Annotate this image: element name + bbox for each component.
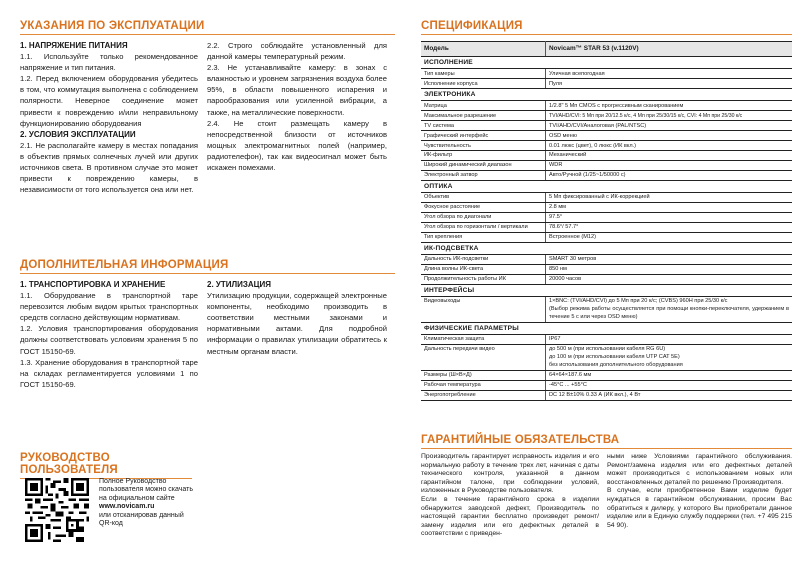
conditions-p2: 2.2. Строго соблюдайте установленный для данной камеры температурный режим.	[207, 41, 387, 62]
warranty-right-p1: ными ниже Условиями гарантийного обслуживания. Ремонт/замена изделия или его дефектных деталей может производиться с использованием новых или восстановленных деталей по решению Производителя.	[607, 453, 792, 486]
spec-value: OSD меню	[546, 130, 793, 140]
spec-value: TVI/AHD/CVI: 5 Мп при 20/12.5 к/с, 4 Мп при 25/30/15 к/с, CVI: 4 Мп при 25/30 к/с	[546, 110, 793, 120]
transport-heading: 1. ТРАНСПОРТИРОВКА И ХРАНЕНИЕ	[20, 280, 166, 289]
spec-key: Модель	[421, 42, 546, 57]
spec-table	[421, 41, 792, 401]
spec-row	[421, 296, 792, 322]
spec-row	[421, 212, 792, 222]
spec-row	[421, 232, 792, 242]
spec-value: WDR	[546, 160, 793, 170]
spec-key: Климатическая защита	[421, 334, 546, 344]
spec-row	[421, 150, 792, 160]
spec-value: 2.8 мм	[546, 202, 793, 212]
spec-key: Тип крепления	[421, 232, 546, 242]
spec-group: ИК-ПОДСВЕТКА	[421, 242, 792, 254]
spec-row	[421, 120, 792, 130]
transport-p1: 1.1. Оборудование в транспортной таре перевозится любым видом крытых транспортных средств согласно действующим нормативам.	[20, 291, 198, 323]
spec-value: 1/2.8" 5 Мп CMOS с прогрессивным сканированием	[546, 100, 793, 110]
conditions-p1: 2.1. Не располагайте камеру в местах попадания в объектив прямых солнечных лучей или других источников света. В противном случае это может привести к повреждению камеры, в независимости от того используется она или нет.	[20, 140, 198, 195]
manual-line6: QR-код	[99, 520, 123, 528]
spec-value	[546, 296, 793, 322]
spec-value: 78.6°/ 57.7°	[546, 222, 793, 232]
power-heading: 1. НАПРЯЖЕНИЕ ПИТАНИЯ	[20, 41, 128, 50]
spec-row	[421, 100, 792, 110]
additional-col-left	[20, 279, 198, 390]
spec-value: TVI/AHD/CVI/Аналоговая (PAL/NTSC)	[546, 120, 793, 130]
spec-value: Встроенное (M12)	[546, 232, 793, 242]
spec-group-row	[421, 180, 792, 192]
spec-group: ОПТИКА	[421, 180, 792, 192]
manual-line2: пользователя можно скачать	[99, 486, 193, 494]
spec-row	[421, 274, 792, 284]
spec-value: 64×64×187.6 мм	[546, 370, 793, 380]
manual-title: РУКОВОДСТВО ПОЛЬЗОВАТЕЛЯ	[20, 452, 192, 479]
power-p2: 1.2. Перед включением оборудования убедитесь в том, что коммутация выполнена с соблюдением полярности. Неверное соединение может привести к повреждению и/или неправильному функционированию оборудования	[20, 74, 198, 128]
spec-row	[421, 78, 792, 88]
spec-row	[421, 222, 792, 232]
spec-key: Угол обзора по диагонали	[421, 212, 546, 222]
manual-info	[99, 478, 193, 528]
spec-key: Чувствительность	[421, 140, 546, 150]
transport-p3: 1.3. Хранение оборудования в транспортной таре на складах регламентируется условиями 1 по ГОСТ 15150-69.	[20, 357, 198, 389]
spec-key: Максимальное разрешение	[421, 110, 546, 120]
website-link[interactable]: www.novicam.ru	[99, 503, 155, 511]
spec-value: 20000 часов	[546, 274, 793, 284]
spec-value-line: 1×BNC: (TVI/AHD/CVI) до 5 Мп при 20 к/с; (CVBS) 960H при 25/30 к/с	[549, 298, 728, 305]
transport-p2: 1.2. Условия транспортирования оборудования должны соответствовать условиям хранения 5 по ГОСТ 15150-69.	[20, 324, 198, 356]
spec-row	[421, 160, 792, 170]
manual-line5: или отсканировав данный	[99, 511, 184, 519]
conditions-heading: 2. УСЛОВИЯ ЭКСПЛУАТАЦИИ	[20, 129, 136, 139]
spec-value-line: без использования дополнительного оборудования	[549, 362, 683, 369]
spec-key: Видеовыходы	[421, 296, 546, 322]
spec-row	[421, 390, 792, 400]
spec-key: Тип камеры	[421, 69, 546, 79]
spec-key: Фокусное расстояние	[421, 202, 546, 212]
warranty-left-p1: Производитель гарантирует исправность изделия и его нормальную работу в течение трех лет, начиная с даты технического контроля, указанной в данном гарантийном талоне, при соблюдении условий, изложенных в Руководстве пользователя.	[421, 453, 599, 495]
spec-key: ИК-фильтр	[421, 150, 546, 160]
spec-value: IP67	[546, 334, 793, 344]
spec-value: Авто/Ручной (1/25~1/50000 с)	[546, 170, 793, 180]
spec-value: 5 Мп фиксированный с ИК-коррекцией	[546, 192, 793, 202]
spec-group: ЭЛЕКТРОНИКА	[421, 88, 792, 100]
manual-line1: Полное Руководство	[99, 478, 167, 485]
spec-value: 850 нм	[546, 264, 793, 274]
spec-value: Novicam™ STAR 53 (v.1120V)	[546, 42, 793, 57]
spec-key: Энергопотребление	[421, 390, 546, 400]
spec-row	[421, 130, 792, 140]
spec-row	[421, 110, 792, 120]
additional-col-right	[207, 279, 387, 357]
spec-group: ИНТЕРФЕЙСЫ	[421, 284, 792, 296]
spec-value: Уличная всепогодная	[546, 69, 793, 79]
spec-row	[421, 192, 792, 202]
spec-value-line: до 500 м (при использовании кабеля RG 6U)	[549, 346, 666, 353]
operation-title: УКАЗАНИЯ ПО ЭКСПЛУАТАЦИИ	[20, 20, 395, 35]
spec-row	[421, 254, 792, 264]
spec-row	[421, 370, 792, 380]
spec-key: Исполнение корпуса	[421, 78, 546, 88]
spec-row	[421, 344, 792, 370]
warranty-col-right	[607, 453, 792, 530]
spec-value: 0.01 люкс (цвет), 0 люкс (ИК вкл.)	[546, 140, 793, 150]
spec-row	[421, 170, 792, 180]
spec-key: Матрица	[421, 100, 546, 110]
spec-group-row	[421, 322, 792, 334]
warranty-col-left	[421, 453, 599, 539]
operation-col-left	[20, 40, 198, 195]
spec-value: DC 12 В±10% 0.33 А (ИК вкл.), 4 Вт	[546, 390, 793, 400]
spec-value: Пуля	[546, 78, 793, 88]
spec-key: Угол обзора по горизонтали / вертикали	[421, 222, 546, 232]
manual-line3: на официальном сайте	[99, 494, 175, 502]
spec-key: Дальность ИК-подсветки	[421, 254, 546, 264]
spec-row	[421, 264, 792, 274]
spec-row	[421, 140, 792, 150]
spec-model-row	[421, 42, 792, 57]
spec-row	[421, 334, 792, 344]
spec-value: SMART 30 метров	[546, 254, 793, 264]
operation-col-right	[207, 40, 387, 173]
power-p1: 1.1. Используйте только рекомендованное напряжение и тип питания.	[20, 52, 198, 73]
spec-row	[421, 380, 792, 390]
additional-title: ДОПОЛНИТЕЛЬНАЯ ИНФОРМАЦИЯ	[20, 259, 395, 274]
spec-key: Рабочая температура	[421, 380, 546, 390]
conditions-p3: 2.3. Не устанавливайте камеру: в зонах с влажностью и уровнем загрязнения воздуха более 95%, в области повышенного испарения и парообразования или усиленной вибрации, а также, на металлические поверхности.	[207, 63, 387, 117]
spec-key: Объектив	[421, 192, 546, 202]
spec-key: Широкий динамический диапазон	[421, 160, 546, 170]
spec-value: -45°C ... +55°C	[546, 380, 793, 390]
disposal-p1: Утилизацию продукции, содержащей электронные компоненты, необходимо производить в соответствии местными законами и нормативными актами. Для подробной информации о правилах утилизации обратитесь к местным органам власти.	[207, 291, 387, 356]
spec-key: Графический интерфейс	[421, 130, 546, 140]
spec-group: ИСПОЛНЕНИЕ	[421, 57, 792, 69]
spec-row	[421, 69, 792, 79]
disposal-heading: 2. УТИЛИЗАЦИЯ	[207, 280, 272, 289]
spec-key: TV система	[421, 120, 546, 130]
qr-code-icon[interactable]	[25, 478, 89, 542]
warranty-right-p2: В случае, если приобретенное Вами изделие будет нуждаться в гарантийном обслуживании, просим Вас обратиться к дилеру, у которого Вы приобретали данное изделие или в Единую службу поддержки (тел. +7 495 215 54 90).	[607, 487, 792, 529]
spec-value	[546, 344, 793, 370]
spec-value-line: до 100 м (при использовании кабеля UTP CAT 5E)	[549, 354, 680, 361]
spec-value: Механический	[546, 150, 793, 160]
warranty-title: ГАРАНТИЙНЫЕ ОБЯЗАТЕЛЬСТВА	[421, 434, 792, 449]
spec-key: Дальность передачи видео	[421, 344, 546, 370]
spec-value-line: (Выбор режима работы осуществляется при помощи кнопки-переключателя, удержанием в течение 5 с или через OSD меню)	[549, 306, 789, 321]
conditions-p4: 2.4. Не стоит размещать камеру в непосредственной близости от источников мощных электромагнитных полей (например, радиотелефон), так как видеосигнал может быть искажен помехами.	[207, 118, 387, 173]
spec-row	[421, 202, 792, 212]
spec-title: СПЕЦИФИКАЦИЯ	[421, 20, 792, 35]
spec-key: Размеры (Ш×В×Д)	[421, 370, 546, 380]
spec-value: 97.5°	[546, 212, 793, 222]
spec-group-row	[421, 57, 792, 69]
spec-group-row	[421, 88, 792, 100]
spec-key: Электронный затвор	[421, 170, 546, 180]
spec-key: Продолжительность работы ИК	[421, 274, 546, 284]
spec-group-row	[421, 242, 792, 254]
spec-key: Длина волны ИК-света	[421, 264, 546, 274]
warranty-left-p2: Если в течение гарантийного срока в изделии обнаружится заводской дефект, Производитель по настоящей гарантии бесплатно произведет ремонт/замену изделия или его дефектных деталей в соответствии с приведен-	[421, 495, 599, 538]
spec-group-row	[421, 284, 792, 296]
spec-group: ФИЗИЧЕСКИЕ ПАРАМЕТРЫ	[421, 322, 792, 334]
